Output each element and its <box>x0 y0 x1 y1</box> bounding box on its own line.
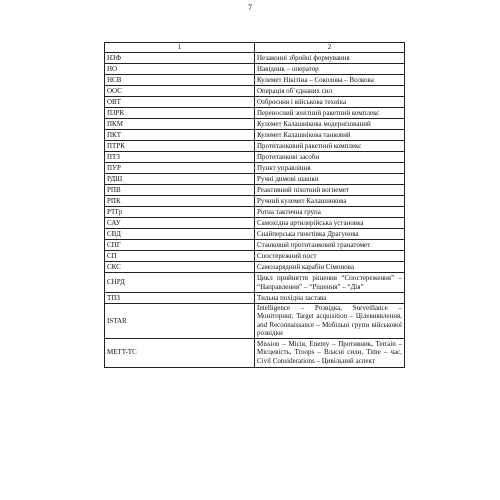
table-row <box>105 262 405 273</box>
table-row <box>105 196 405 207</box>
table-row <box>105 304 405 339</box>
meaning-cell: Mission – Місія, Enemy – Противник, Terrain – Місцевість, Troops – Власні сили, Time – час, Civil Considerations – Цивільний аспект <box>255 338 405 367</box>
table-row <box>105 218 405 229</box>
meaning-cell: Самозарядний карабін Сімонова <box>255 262 405 273</box>
table-row <box>105 338 405 367</box>
meaning-cell: Снайперська гвинтівка Драгунова <box>255 229 405 240</box>
meaning-cell: Ротна тактична група <box>255 207 405 218</box>
meaning-cell: Переносний зенітний ракетний комплекс <box>255 108 405 119</box>
abbreviation-cell: РТГр <box>105 207 255 218</box>
page-number: 7 <box>248 3 252 12</box>
meaning-cell: Ручні димові шашки <box>255 174 405 185</box>
table-row <box>105 251 405 262</box>
abbreviation-cell: НО <box>105 64 255 75</box>
table-row <box>105 240 405 251</box>
abbreviation-cell: ООС <box>105 86 255 97</box>
abbreviation-cell: СПГ <box>105 240 255 251</box>
table-row <box>105 119 405 130</box>
meaning-cell: Навідник – оператор <box>255 64 405 75</box>
meaning-cell: Тильна похідна застава <box>255 293 405 304</box>
meaning-cell: Ручний кулемет Калашникова <box>255 196 405 207</box>
meaning-cell: Незаконні збройні формування <box>255 53 405 64</box>
abbreviations-table <box>104 42 405 368</box>
abbreviation-cell: ПЗРК <box>105 108 255 119</box>
meaning-cell: Протитанковий ракетний комплекс <box>255 141 405 152</box>
table-row <box>105 86 405 97</box>
table-row <box>105 174 405 185</box>
meaning-cell: Кулемет Калашнікова модернізований <box>255 119 405 130</box>
abbreviation-cell: ПУР <box>105 163 255 174</box>
table-row <box>105 130 405 141</box>
meaning-cell: Самохідна артилерійська установка <box>255 218 405 229</box>
abbreviation-cell: РПК <box>105 196 255 207</box>
abbreviation-cell: СВД <box>105 229 255 240</box>
abbreviation-cell: РДШ <box>105 174 255 185</box>
meaning-cell: Пункт управління <box>255 163 405 174</box>
abbreviation-cell: НСВ <box>105 75 255 86</box>
meaning-cell: Цикл прийняття рішення “Спостереження” – “Направлення” – “Рішення” – “Дія” <box>255 273 405 293</box>
table-row <box>105 273 405 293</box>
table-row <box>105 97 405 108</box>
column-header-meaning: 2 <box>255 43 405 53</box>
meaning-cell: Протитанкові засоби <box>255 152 405 163</box>
abbreviation-cell: ПТЗ <box>105 152 255 163</box>
table-row <box>105 293 405 304</box>
abbreviation-cell: СНРД <box>105 273 255 293</box>
abbreviation-cell: СП <box>105 251 255 262</box>
table-row <box>105 229 405 240</box>
table-row <box>105 64 405 75</box>
abbreviation-cell: НЗФ <box>105 53 255 64</box>
abbreviation-cell: ISTAR <box>105 304 255 339</box>
abbreviation-cell: СКС <box>105 262 255 273</box>
table-row <box>105 152 405 163</box>
table-row <box>105 207 405 218</box>
table-row <box>105 185 405 196</box>
meaning-cell: Кулемет Нікітіна – Соколова – Волкова <box>255 75 405 86</box>
table-row <box>105 163 405 174</box>
meaning-cell: Спостережний пост <box>255 251 405 262</box>
meaning-cell: Операція об`єднаних сил <box>255 86 405 97</box>
abbreviation-cell: ПКТ <box>105 130 255 141</box>
meaning-cell: Реактивний піхотний вогнемет <box>255 185 405 196</box>
table-header-row <box>105 43 405 53</box>
abbreviation-cell: METT-TC <box>105 338 255 367</box>
abbreviation-cell: САУ <box>105 218 255 229</box>
abbreviation-cell: ПТРК <box>105 141 255 152</box>
abbreviation-cell: ПКМ <box>105 119 255 130</box>
table-row <box>105 141 405 152</box>
table-row <box>105 53 405 64</box>
column-header-abbreviation: 1 <box>105 43 255 53</box>
abbreviation-cell: РПВ <box>105 185 255 196</box>
meaning-cell: Станковий протитанковий гранатомет <box>255 240 405 251</box>
table-row <box>105 108 405 119</box>
meaning-cell: Intelligence – Розвідка, Surveillance – Моніторинг, Target acquisition – Цілевиявлення, and Reconnaissance – Мобільні групи військової розвідки <box>255 304 405 339</box>
meaning-cell: Кулемет Калашнікова танковий <box>255 130 405 141</box>
abbreviation-cell: ОВТ <box>105 97 255 108</box>
abbreviation-cell: ТПЗ <box>105 293 255 304</box>
meaning-cell: Озброєння і військова техніка <box>255 97 405 108</box>
table-row <box>105 75 405 86</box>
